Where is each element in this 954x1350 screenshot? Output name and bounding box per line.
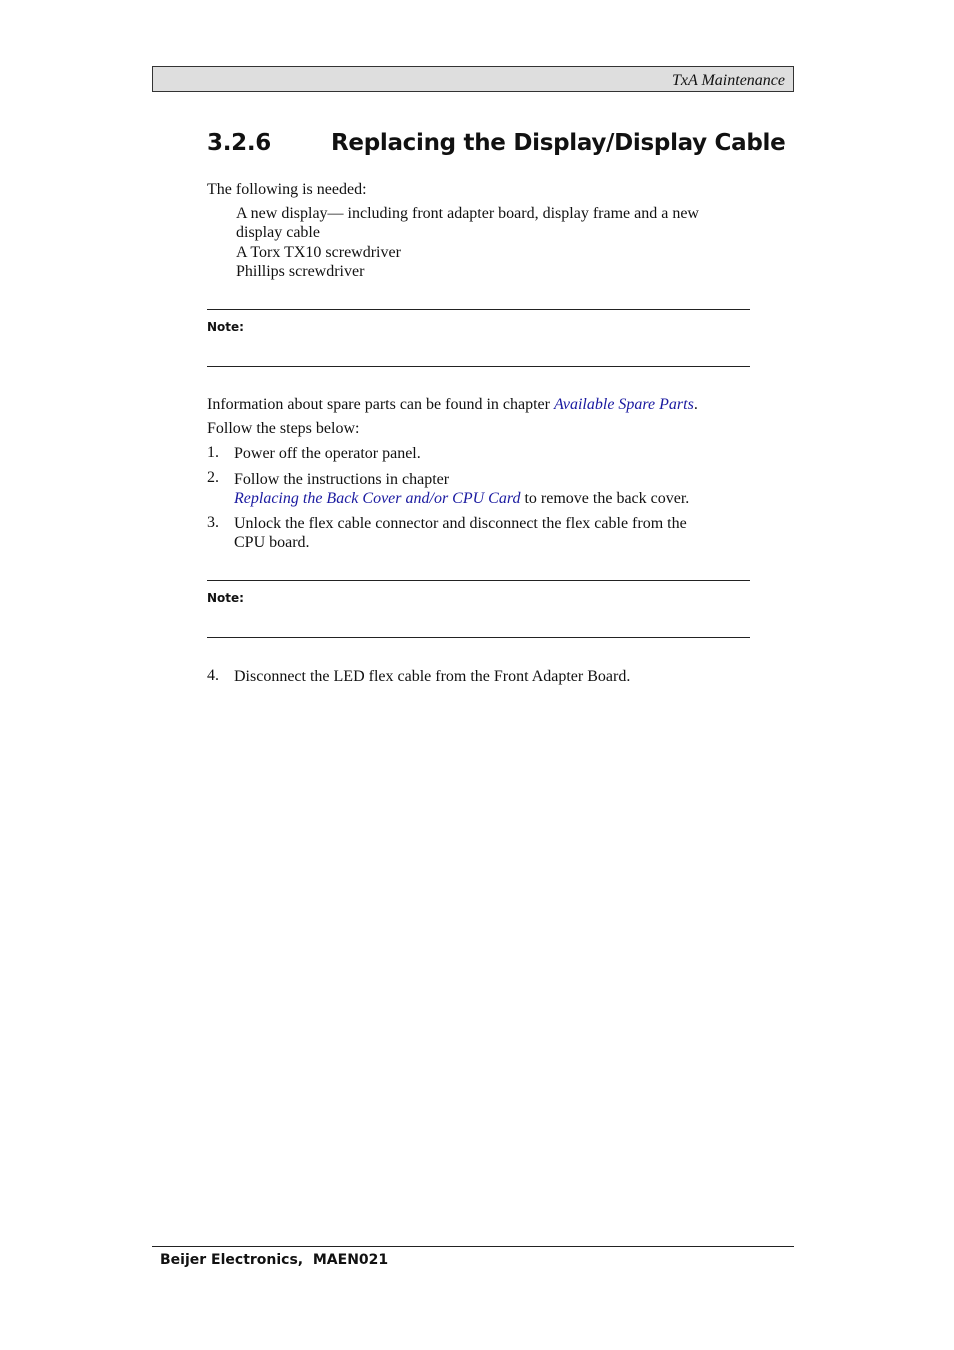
step-number: 2. bbox=[207, 469, 219, 486]
step-text-continued bbox=[234, 489, 689, 509]
step-text: CPU board. bbox=[234, 534, 310, 551]
step-text: Power off the operator panel. bbox=[234, 445, 421, 462]
footer bbox=[160, 1252, 388, 1268]
needed-item: A Torx TX10 screwdriver bbox=[236, 244, 401, 261]
needed-intro: The following is needed: bbox=[207, 181, 367, 198]
note-rule-top bbox=[207, 309, 750, 310]
note-rule-top bbox=[207, 580, 750, 581]
note-label: Note: bbox=[207, 320, 244, 334]
footer-doc: MAEN021 bbox=[312, 1252, 389, 1268]
info-paragraph bbox=[207, 395, 698, 415]
step-text: Follow the instructions in chapter bbox=[234, 471, 450, 488]
follow-text: Follow the steps below: bbox=[207, 420, 360, 437]
note-label: Note: bbox=[207, 591, 244, 605]
note-rule-bottom bbox=[207, 637, 750, 638]
back-cover-link[interactable]: Replacing the Back Cover and/or CPU Card bbox=[234, 490, 521, 507]
footer-company: Beijer Electronics, bbox=[160, 1252, 304, 1268]
available-spare-parts-link[interactable]: Available Spare Parts bbox=[553, 396, 694, 413]
step-number: 3. bbox=[207, 514, 219, 531]
needed-item: A new display— including front adapter board, display frame and a new bbox=[236, 205, 699, 222]
section-title: Replacing the Display/Display Cable bbox=[331, 130, 786, 156]
needed-item: Phillips screwdriver bbox=[236, 263, 365, 280]
footer-rule bbox=[152, 1246, 794, 1247]
step-number: 4. bbox=[207, 667, 219, 684]
header-bar bbox=[152, 66, 794, 92]
step-after: to remove the back cover. bbox=[520, 490, 690, 507]
note-rule-bottom bbox=[207, 366, 750, 367]
section-number: 3.2.6 bbox=[207, 130, 271, 156]
info-suffix: . bbox=[693, 396, 698, 413]
header-title: TxA Maintenance bbox=[671, 72, 785, 89]
step-number: 1. bbox=[207, 444, 219, 461]
section-heading bbox=[207, 130, 785, 156]
step-text: Unlock the flex cable connector and disconnect the flex cable from the bbox=[234, 515, 687, 532]
info-prefix: Information about spare parts can be found in chapter bbox=[207, 396, 554, 413]
needed-item: display cable bbox=[236, 224, 320, 241]
step-text: Disconnect the LED flex cable from the Front Adapter Board. bbox=[234, 668, 631, 685]
